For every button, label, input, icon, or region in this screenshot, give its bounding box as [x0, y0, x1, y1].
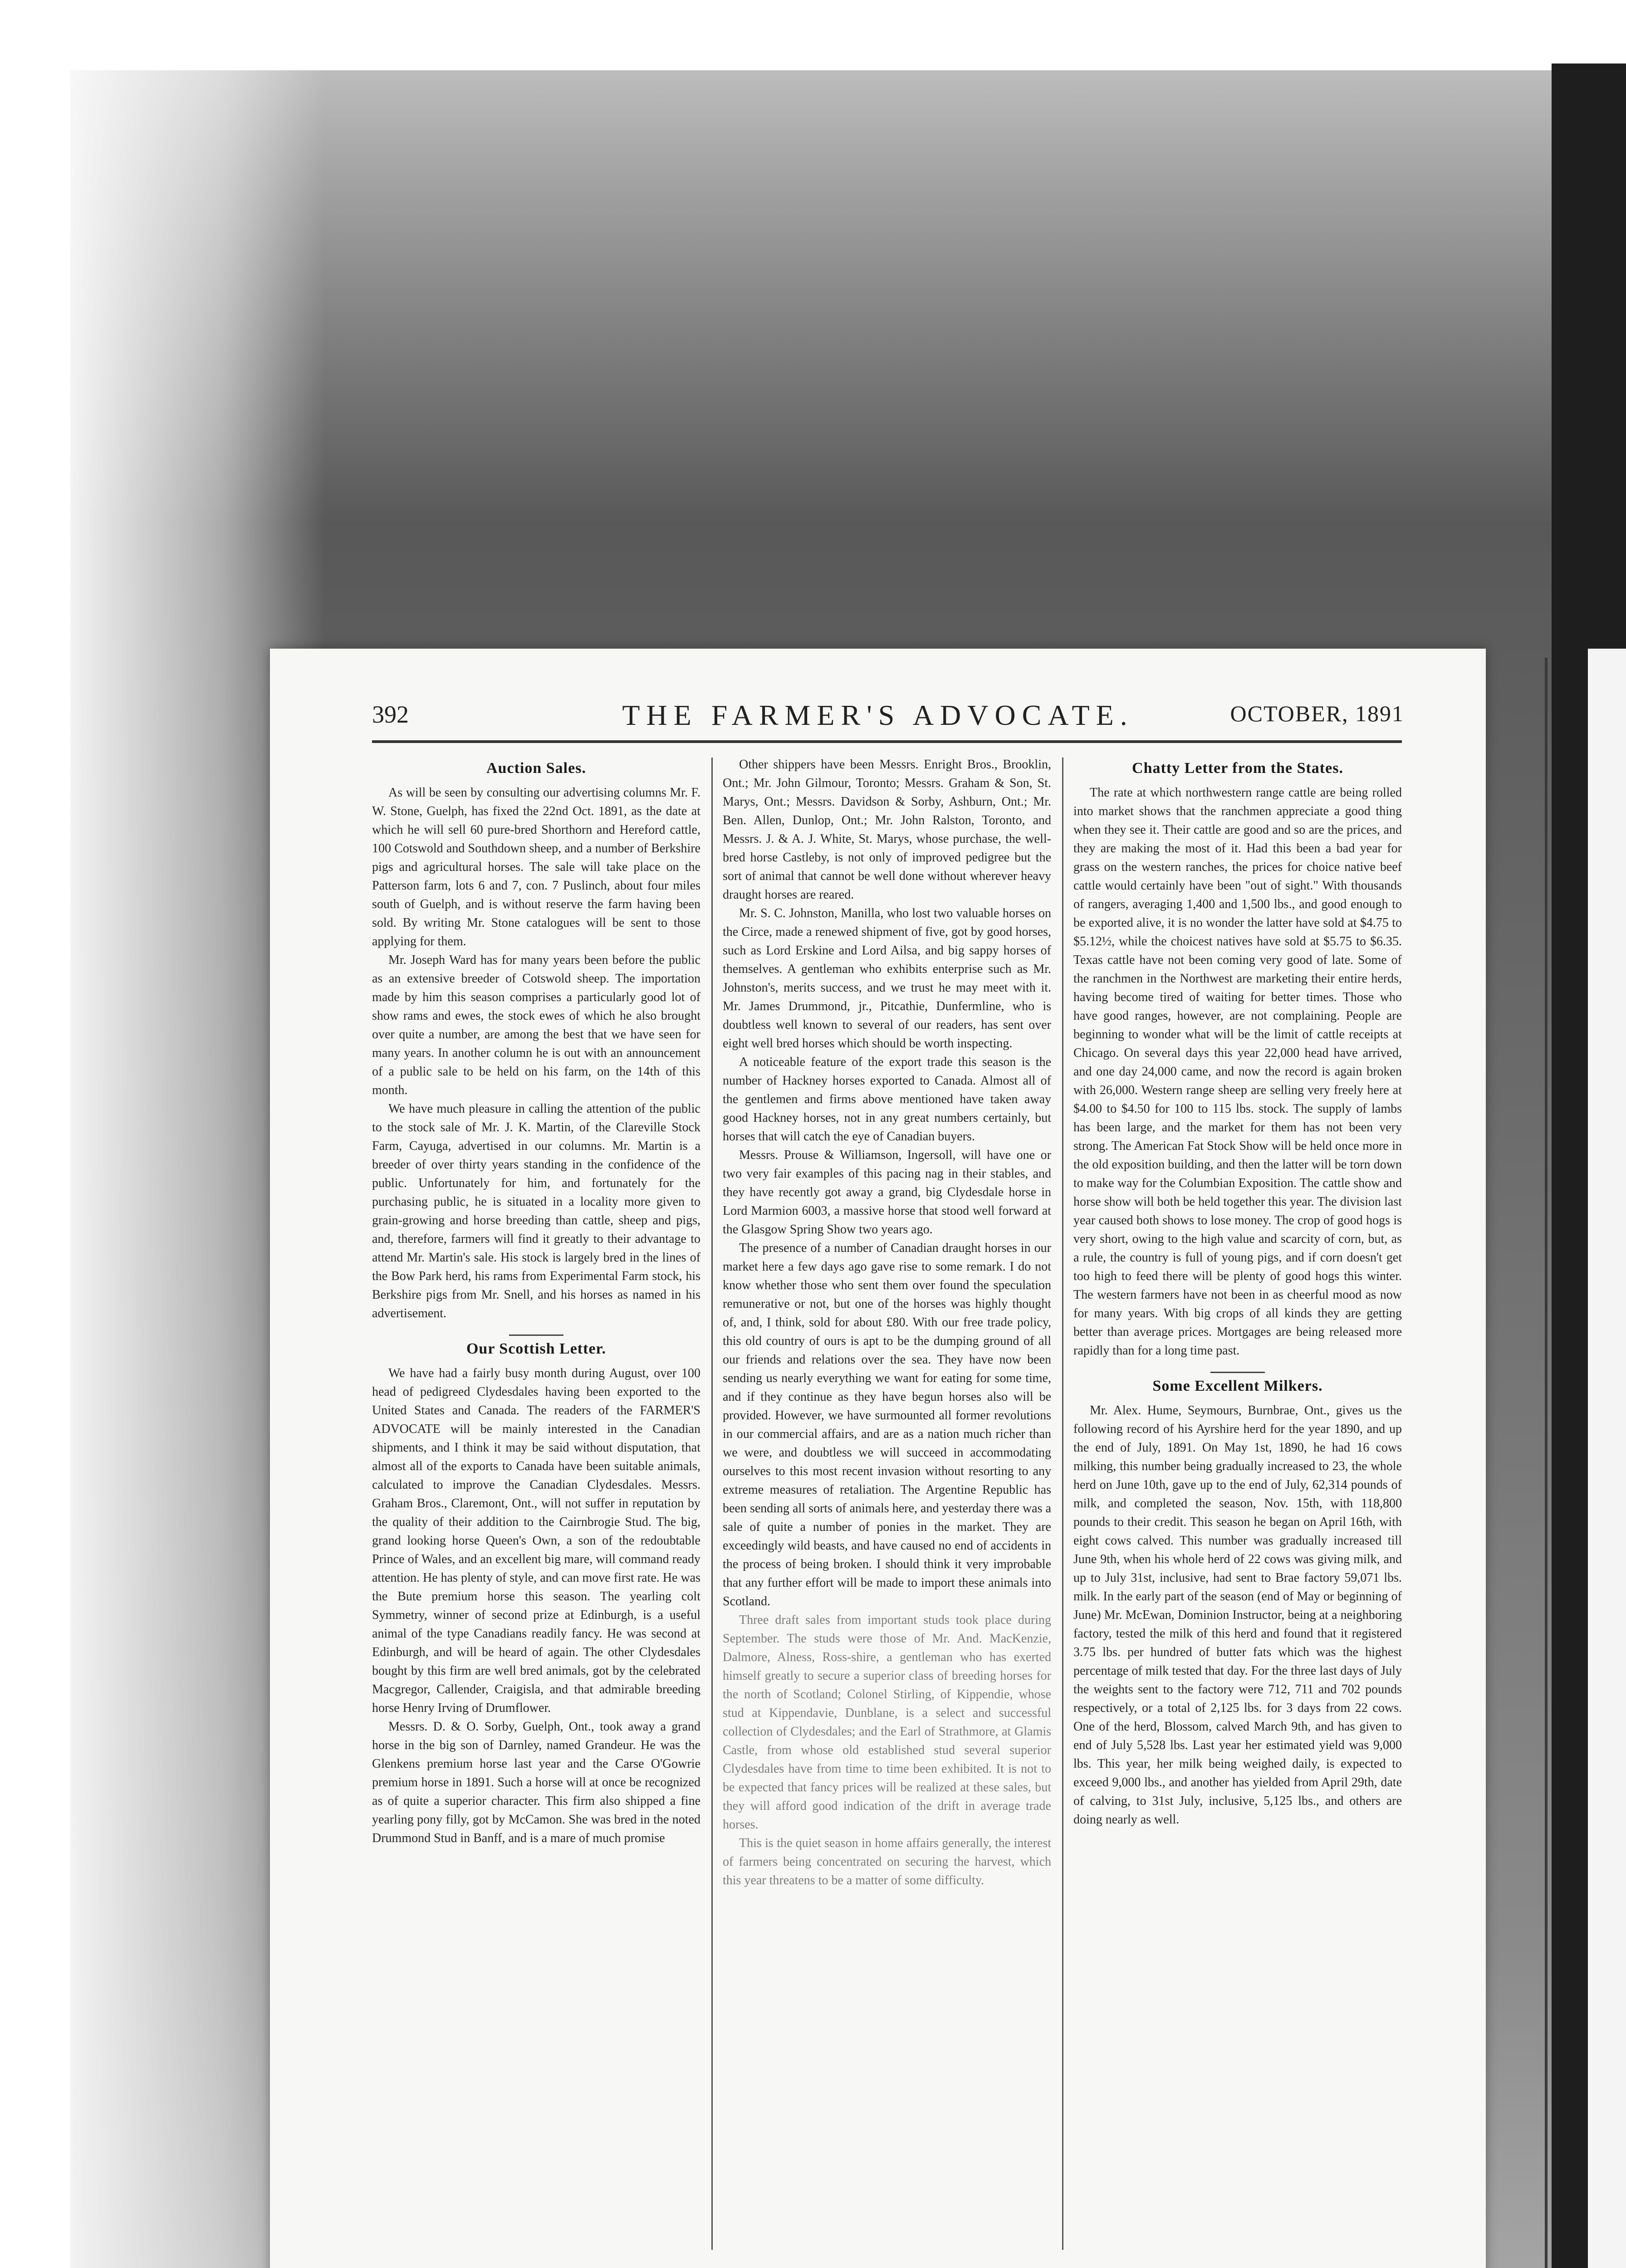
article-headline: Auction Sales.: [486, 760, 586, 777]
article-paragraph: Messrs. D. & O. Sorby, Guelph, Ont., took away a grand horse in the big son of Darnley, named Grandeur. He was the Glenkens premium horse last year and the Carse O'Gowrie premium horse in 1891. Such a horse will at once be recognized as of quite a superior character. This firm also shipped a fine yearling pony filly, got by McCamon. She was bred in the noted Drummond Stud in Banff, and is a mare of much promise: [372, 1720, 700, 1845]
article-headline: Some Excellent Milkers.: [1152, 1378, 1323, 1394]
column-2: [723, 755, 1051, 1901]
masthead: [270, 699, 1486, 735]
article-paragraph: The presence of a number of Canadian draught horses in our market here a few days ago gave rise to some remark. I do not know whether those who sent them over found the speculation remunerative or not, but one of the horses was highly thought of, and, I think, sold for about £80. With our free trade policy, this old country of ours is apt to be the dumping ground of all our friends and relations over the sea. They have now been sending us nearly everything we want for eating for some time, and if they continue as they have begun horses also will be provided. However, we have surmounted all former revolutions in our commercial affairs, and are as a nation much richer than we were, and doubtless we will succeed in accommodating ourselves to this most recent invasion without resorting to any extreme measures of retaliation. The Argentine Republic has been sending all sorts of animals here, and yesterday there was a sale of quite a number of ponies in the market. They are exceedingly wild beasts, and have caused no end of accidents in the process of being broken. I should think it very improbable that any further effort will be made to import these animals into Scotland.: [723, 1241, 1051, 1608]
scottish-letter-continued: [723, 755, 1051, 1890]
article-paragraph: We have much pleasure in calling the attention of the public to the stock sale of Mr. J. K. Martin, of the Clareville Stock Farm, Cayuga, advertised in our columns. Mr. Martin is a breeder of over thirty years standing in the confidence of the public. Unfortunately for him, and fortunately for the purchasing public, he is situated in a locality more given to grain-growing and horse breeding than cattle, sheep and pigs, and, therefore, farmers will find it greatly to their advantage to attend Mr. Martin's sale. His stock is largely bred in the lines of the Bow Park herd, his rams from Experimental Farm stock, his Berkshire pigs from Mr. Snell, and his horses as named in his advertisement.: [372, 1102, 700, 1320]
chatty-letter-article: [1073, 760, 1402, 1360]
article-paragraph: Mr. Alex. Hume, Seymours, Burnbrae, Ont., gives us the following record of his Ayrshire herd for the year 1890, and up the end of July, 1891. On May 1st, 1890, he had 16 cows milking, this number being gradually increased to 23, the whole herd on June 10th, gave up to the end of July, 62,314 pounds of milk, and completed the season, Nov. 15th, with 118,800 pounds to their credit. This season he began on April 16th, with eight cows calved. This number was gradually increased till June 9th, when his whole herd of 22 cows was giving milk, and up to July 31st, inclusive, had sent to Brae factory 59,071 lbs. milk. In the early part of the season (end of May or beginning of June) Mr. McEwan, Dominion Instructor, being at a neighboring factory, tested the milk of this herd and found that it registered 3.75 lbs. per hundred of butter fats which was the highest percentage of milk tested that day. For the three last days of July the weights sent to the factory were 712, 711 and 702 pounds respectively, or a total of 2,125 lbs. for 3 days from 22 cows. One of the herd, Blossom, calved March 9th, and has given to end of July 5,528 lbs. Last year her estimated yield was 9,000 lbs. This year, her milk being weighed daily, is expected to exceed 9,000 lbs., and another has yielded from April 29th, date of calving, to 31st July, inclusive, 5,125 lbs., and others are doing nearly as well.: [1073, 1403, 1402, 1827]
facing-page-corner: [1588, 649, 1626, 2268]
article-paragraph: We have had a fairly busy month during August, over 100 head of pedigreed Clydesdales having been exported to the United States and Canada. The readers of the FARMER'S ADVOCATE will be mainly interested in the Canadian shipments, and I think it may be said without disputation, that almost all of the exports to Canada have been suitable animals, calculated to improve the Canadian Clydesdales. Messrs. Graham Bros., Claremont, Ont., will not suffer in reputation by the quality of their addition to the Cairnbrogie Stud. The big, grand looking horse Queen's Own, a son of the redoubtable Prince of Wales, and an excellent big mare, will command ready attention. He has plenty of style, and can move first rate. He was the Bute premium horse this season. The yearling colt Symmetry, winner of second prize at Edinburgh, is a useful animal of the type Canadians readily fancy. He was second at Edinburgh, and will be heard of again. The other Clydesdales bought by this firm are well bred animals, got by the celebrated Macgregor, Callender, Craigisla, and that admirable breeding horse Henry Irving of Drumflower.: [372, 1366, 700, 1715]
paper-title: THE FARMER'S ADVOCATE.: [622, 699, 1134, 731]
issue-date: OCTOBER, 1891: [1230, 701, 1404, 726]
backdrop-fade-top: [70, 70, 1567, 524]
article-paragraph: Mr. S. C. Johnston, Manilla, who lost two valuable horses on the Circe, made a renewed shipment of five, got by good horses, such as Lord Erskine and Lord Ailsa, and big sappy horses of themselves. A gentleman who exhibits enterprise such as Mr. Johnston's, merits success, and we trust he may meet with it. Mr. James Drummond, jr., Pitcathie, Dunfermline, who is doubtless well known to several of our readers, has sent over eight well bred horses which should be worth inspecting.: [723, 906, 1051, 1051]
article-headline: Chatty Letter from the States.: [1132, 760, 1343, 777]
article-paragraph: This is the quiet season in home affairs generally, the interest of farmers being concentrated on securing the harvest, which this year threatens to be a matter of some difficulty.: [723, 1836, 1051, 1887]
article-separator: [509, 1334, 563, 1336]
column-rule: [1062, 758, 1063, 2250]
header-rule: [372, 740, 1402, 743]
article-paragraph: Three draft sales from important studs took place during September. The studs were those of Mr. And. MacKenzie, Dalmore, Alness, Ross-shire, a gentleman who has exerted himself greatly to secure a superior class of breeding horses for the north of Scotland; Colonel Stirling, of Kippendie, whose stud at Kippendavie, Dunblane, is a select and successful collection of Clydesdales; and the Earl of Strathmore, at Glamis Castle, from whose old established stud several superior Clydesdales have from time to time been exhibited. It is not to be expected that fancy prices will be realized at these sales, but they will afford good indication of the drift in average trade horses.: [723, 1613, 1051, 1832]
page-gutter: [1545, 658, 1548, 2268]
article-headline: Our Scottish Letter.: [466, 1340, 607, 1357]
excellent-milkers-article: [1073, 1378, 1402, 1829]
column-rule: [711, 758, 713, 2250]
article-paragraph: Mr. Joseph Ward has for many years been before the public as an extensive breeder of Cotswold sheep. The importation made by him this season comprises a particularly good lot of show rams and ewes, the stock ewes of which he also brought over quite a number, are among the best that we have seen for many years. In another column he is out with an announcement of a public sale to be held on his farm, on the 14th of this month.: [372, 953, 700, 1097]
article-paragraph: Messrs. Prouse & Williamson, Ingersoll, will have one or two very fair examples of this pacing nag in their stables, and they have recently got away a grand, big Clydesdale horse in Lord Marmion 6003, a massive horse that stood well forward at the Glasgow Spring Show two years ago.: [723, 1148, 1051, 1237]
article-paragraph: As will be seen by consulting our advertising columns Mr. F. W. Stone, Guelph, has fixed the 22nd Oct. 1891, as the date at which he will sell 60 pure-bred Shorthorn and Hereford cattle, 100 Cotswold and Southdown sheep, and a number of Berkshire pigs and agricultural horses. The sale will take place on the Patterson farm, lots 6 and 7, con. 7 Puslinch, about four miles south of Guelph, and is without reserve the farm having been sold. By writing Mr. Stone catalogues will be sent to those applying for them.: [372, 786, 700, 948]
article-paragraph: Other shippers have been Messrs. Enright Bros., Brooklin, Ont.; Mr. John Gilmour, Toronto; Messrs. Graham & Son, St. Marys, Ont.; Messrs. Davidson & Sorby, Ashburn, Ont.; Mr. Ben. Allen, Dunlop, Ont.; Mr. John Ralston, Toronto, and Messrs. J. & A. J. White, St. Marys, whose purchase, the well-bred horse Castleby, is not only of improved pedigree but the sort of animal that cannot be well done without wherever heavy draught horses are reared.: [723, 758, 1051, 902]
column-3: [1073, 755, 1402, 1841]
article-paragraph: A noticeable feature of the export trade this season is the number of Hackney horses exported to Canada. Almost all of the gentlemen and firms above mentioned have taken away good Hackney horses, not in any great numbers certainly, but horses that will catch the eye of Canadian buyers.: [723, 1055, 1051, 1144]
column-1: [372, 755, 700, 1859]
page-number: 392: [372, 701, 409, 728]
article-separator: [1210, 1372, 1265, 1373]
newspaper-page: [270, 649, 1486, 2268]
scottish-letter-article: [372, 1340, 700, 1848]
auction-sales-article: [372, 760, 700, 1323]
article-paragraph: The rate at which northwestern range cattle are being rolled into market shows that the ranchmen appreciate a good thing when they see it. Their cattle are good and so are the prices, and they are making the most of it. Had this been a bad year for grass on the western ranches, the prices for choice native beef cattle would certainly have been "out of sight." With thousands of rangers, averaging 1,400 and 1,500 lbs., and good enough to be exported alive, it is no wonder the latter have sold at $4.75 to $5.12½, while the choicest natives have sold at $5.75 to $6.35. Texas cattle have not been coming very good of late. Some of the ranchmen in the Northwest are marketing their entire herds, having become tired of waiting for better times. Those who have good ranges, however, are not complaining. People are beginning to wonder what will be the limit of cattle receipts at Chicago. On several days this year 22,000 head have arrived, and one day 24,000 came, and now the record is again broken with 26,000. Western range sheep are selling very freely here at $4.00 to $4.50 for 100 to 115 lbs. stock. The supply of lambs has been large, and the market for them has not been very strong. The American Fat Stock Show will be held once more in the old exposition building, and then the latter will be torn down to make way for the Columbian Exposition. The cattle show and horse show will both be held together this year. The division last year caused both shows to lose money. The crop of good hogs is very short, owing to the high value and scarcity of corn, but, as a rule, the country is full of young pigs, and if corn doesn't get too high to feed there will be plenty of good hogs this winter. The western farmers have not been in as cheerful mood as now for many years. With big crops of all kinds they are getting better than average prices. Mortgages are being released more rapidly than for a long time past.: [1073, 786, 1402, 1358]
